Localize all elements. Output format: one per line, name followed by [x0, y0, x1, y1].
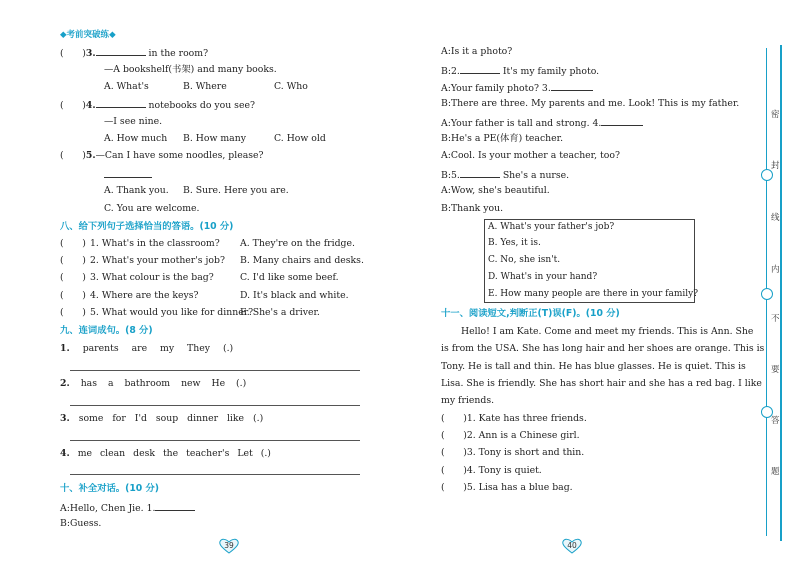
match-answer: A. They're on the fridge. — [240, 238, 355, 249]
dialog-line: B:There are three. My parents and me. Look! This is my father. — [441, 98, 740, 109]
tf-item: ( )2. Ann is a Chinese girl. — [441, 430, 580, 441]
option-item: E. How many people are there in your family? — [488, 289, 699, 299]
scramble-4: 4. me clean desk the teacher's Let (.) — [60, 448, 271, 459]
answer-blank-line[interactable] — [104, 168, 152, 182]
dialog-line: B:5. She's a nurse. — [441, 170, 570, 181]
option-c: C. You are welcome. — [104, 203, 200, 214]
diamond-icon: ◆ — [109, 30, 116, 40]
match-question: 1. What's in the classroom? — [90, 238, 220, 249]
dialog-line: B:Thank you. — [441, 203, 504, 214]
match-question: 4. Where are the keys? — [90, 290, 199, 301]
match-answer: D. It's black and white. — [240, 290, 349, 301]
answer-blank[interactable] — [601, 116, 643, 126]
option-b: B. Where — [183, 81, 227, 92]
match-answer: C. I'd like some beef. — [240, 272, 339, 283]
question-4: ( )4. notebooks do you see? — [60, 100, 255, 111]
match-question: 5. What would you like for dinner? — [90, 307, 254, 318]
option-a: A. How much — [104, 133, 168, 144]
match-question: 3. What colour is the bag? — [90, 272, 214, 283]
answer-line[interactable] — [70, 370, 360, 371]
dialog-line: B:Guess. — [60, 518, 102, 529]
scramble-1: 1. parents are my They (.) — [60, 343, 234, 354]
match-question: 2. What's your mother's job? — [90, 255, 225, 266]
reply-text: —A bookshelf(书架) and many books. — [104, 64, 277, 75]
answer-line[interactable] — [70, 440, 360, 441]
answer-blank[interactable] — [460, 168, 500, 178]
page-number: 39 — [218, 537, 240, 555]
option-a: A. Thank you. — [104, 185, 169, 196]
section-10-title: 十、补全对话。(10 分) — [60, 483, 160, 494]
tf-item: ( )4. Tony is quiet. — [441, 465, 542, 476]
binding-hole-icon — [761, 288, 773, 300]
answer-blank[interactable] — [551, 81, 593, 91]
margin-border — [780, 45, 800, 541]
option-item: B. Yes, it is. — [488, 238, 541, 248]
option-item: C. No, she isn't. — [488, 255, 561, 265]
answer-blank[interactable] — [96, 46, 146, 56]
dialog-line: A:Is it a photo? — [441, 46, 513, 57]
answer-line[interactable] — [70, 405, 360, 406]
option-item: A. What's your father's job? — [488, 222, 615, 232]
page-number: 40 — [561, 537, 583, 555]
option-b: B. How many — [183, 133, 246, 144]
tf-item: ( )5. Lisa has a blue bag. — [441, 482, 573, 493]
answer-bracket[interactable]: ( ) — [60, 307, 86, 318]
dialog-line: B:He's a PE(体育) teacher. — [441, 133, 564, 144]
answer-bracket[interactable]: ( ) — [60, 238, 86, 249]
dialog-line: A:Your father is tall and strong. 4. — [441, 116, 643, 130]
section-banner: ◆考前突破练◆ — [60, 30, 116, 40]
options-box — [484, 219, 699, 303]
question-3: ( )3. in the room? — [60, 48, 209, 59]
answer-blank[interactable] — [460, 64, 500, 74]
scramble-2: 2. has a bathroom new He (.) — [60, 378, 247, 389]
match-answer: E. She's a driver. — [240, 307, 320, 318]
diamond-icon: ◆ — [60, 30, 67, 40]
option-item: D. What's in your hand? — [488, 272, 598, 282]
section-8-title: 八、给下列句子选择恰当的答语。(10 分) — [60, 221, 234, 232]
answer-blank[interactable] — [155, 501, 195, 511]
option-a: A. What's — [104, 81, 149, 92]
answer-blank[interactable] — [96, 98, 146, 108]
scramble-3: 3. some for I'd soup dinner like (.) — [60, 413, 264, 424]
answer-bracket[interactable]: ( ) — [60, 272, 86, 283]
match-answer: B. Many chairs and desks. — [240, 255, 364, 266]
answer-bracket[interactable]: ( ) — [60, 290, 86, 301]
option-c: C. Who — [274, 81, 308, 92]
dialog-line: A:Cool. Is your mother a teacher, too? — [441, 150, 620, 161]
dialog-line: A:Hello, Chen Jie. 1. — [60, 501, 195, 515]
option-b: B. Sure. Here you are. — [183, 185, 289, 196]
option-c: C. How old — [274, 133, 326, 144]
reply-text: —I see nine. — [104, 116, 163, 127]
dialog-line: B:2. It's my family photo. — [441, 66, 600, 77]
dialog-line: A:Wow, she's beautiful. — [441, 185, 550, 196]
section-9-title: 九、连词成句。(8 分) — [60, 325, 153, 336]
dialog-line: A:Your family photo? 3. — [441, 81, 593, 95]
tf-item: ( )1. Kate has three friends. — [441, 413, 587, 424]
section-11-title: 十一、阅读短文,判断正(T)误(F)。(10 分) — [441, 308, 620, 319]
answer-line[interactable] — [70, 474, 360, 475]
answer-bracket[interactable]: ( ) — [60, 255, 86, 266]
tf-item: ( )3. Tony is short and thin. — [441, 447, 585, 458]
question-5: ( )5.—Can I have some noodles, please? — [60, 150, 264, 161]
